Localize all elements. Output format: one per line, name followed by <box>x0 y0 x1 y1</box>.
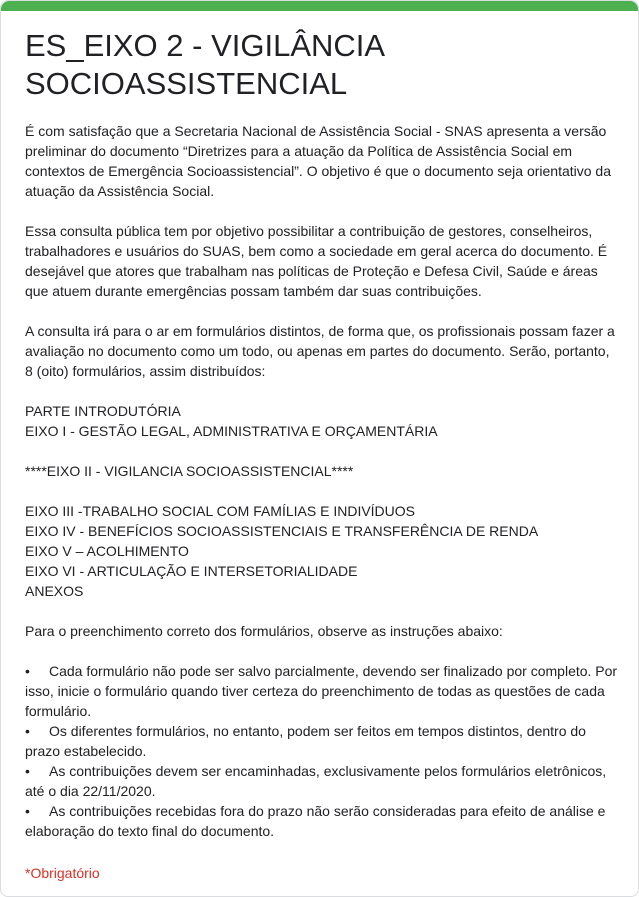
form-title-line-2: SOCIOASSISTENCIAL <box>25 66 348 101</box>
bullet-icon: • <box>25 663 30 679</box>
instruction-text: As contribuições recebidas fora do prazo não serão consideradas para efeito de análise e elaboração do texto final do documento. <box>25 803 606 839</box>
section-item: ANEXOS <box>25 583 84 599</box>
form-description <box>25 121 618 841</box>
instruction-item <box>25 761 618 801</box>
section-item: EIXO III -TRABALHO SOCIAL COM FAMÍLIAS E INDIVÍDUOS <box>25 503 416 519</box>
sections-list-a <box>25 401 618 441</box>
instruction-text: Cada formulário não pode ser salvo parcialmente, devendo ser finalizado por completo. Por isso, inicie o formulário quando tiver certeza do preenchimento de todas as questões de cada formulário. <box>25 663 618 719</box>
bullet-icon: • <box>25 803 30 819</box>
section-item: EIXO VI - ARTICULAÇÃO E INTERSETORIALIDADE <box>25 563 358 579</box>
instruction-item <box>25 661 618 721</box>
instructions-list <box>25 661 618 841</box>
intro-paragraph: É com satisfação que a Secretaria Nacional de Assistência Social - SNAS apresenta a versão preliminar do documento “Diretrizes para a atuação da Política de Assistência Social em contextos de Emergência Socioassistencial”. O objetivo é que o documento seja orientativo da atuação da Assistência Social. <box>25 123 612 199</box>
bullet-icon: • <box>25 723 30 739</box>
bullet-icon: • <box>25 763 30 779</box>
current-section-label: ****EIXO II - VIGILANCIA SOCIOASSISTENCIAL**** <box>25 463 354 479</box>
section-item: PARTE INTRODUTÓRIA <box>25 403 181 419</box>
form-header-content <box>25 27 618 883</box>
section-item: EIXO V – ACOLHIMENTO <box>25 543 189 559</box>
purpose-paragraph: Essa consulta pública tem por objetivo possibilitar a contribuição de gestores, conselheiros, trabalhadores e usuários do SUAS, bem como a sociedade em geral acerca do documento. É desejável que atores que trabalham nas políticas de Proteção e Defesa Civil, Saúde e áreas que atuem durante emergências possam também dar suas contribuições. <box>25 223 608 299</box>
section-item: EIXO I - GESTÃO LEGAL, ADMINISTRATIVA E ORÇAMENTÁRIA <box>25 423 438 439</box>
form-accent-bar <box>1 1 638 11</box>
instruction-item <box>25 721 618 761</box>
forms-intro-paragraph: A consulta irá para o ar em formulários distintos, de forma que, os profissionais possam fazer a avaliação no documento como um todo, ou apenas em partes do documento. Serão, portanto, 8 (oito) formulários, assim distribuídos: <box>25 323 615 379</box>
instruction-text: As contribuições devem ser encaminhadas, exclusivamente pelos formulários eletrônicos, até o dia 22/11/2020. <box>25 763 607 799</box>
section-item: EIXO IV - BENEFÍCIOS SOCIOASSISTENCIAIS E TRANSFERÊNCIA DE RENDA <box>25 523 539 539</box>
form-title-line-1: ES_EIXO 2 - VIGILÂNCIA <box>25 28 386 63</box>
required-note: *Obrigatório <box>25 865 100 881</box>
sections-list-b <box>25 501 618 601</box>
instructions-intro: Para o preenchimento correto dos formulários, observe as instruções abaixo: <box>25 623 503 639</box>
instruction-item <box>25 801 618 841</box>
instruction-text: Os diferentes formulários, no entanto, podem ser feitos em tempos distintos, dentro do prazo estabelecido. <box>25 723 586 759</box>
form-title <box>25 27 618 103</box>
